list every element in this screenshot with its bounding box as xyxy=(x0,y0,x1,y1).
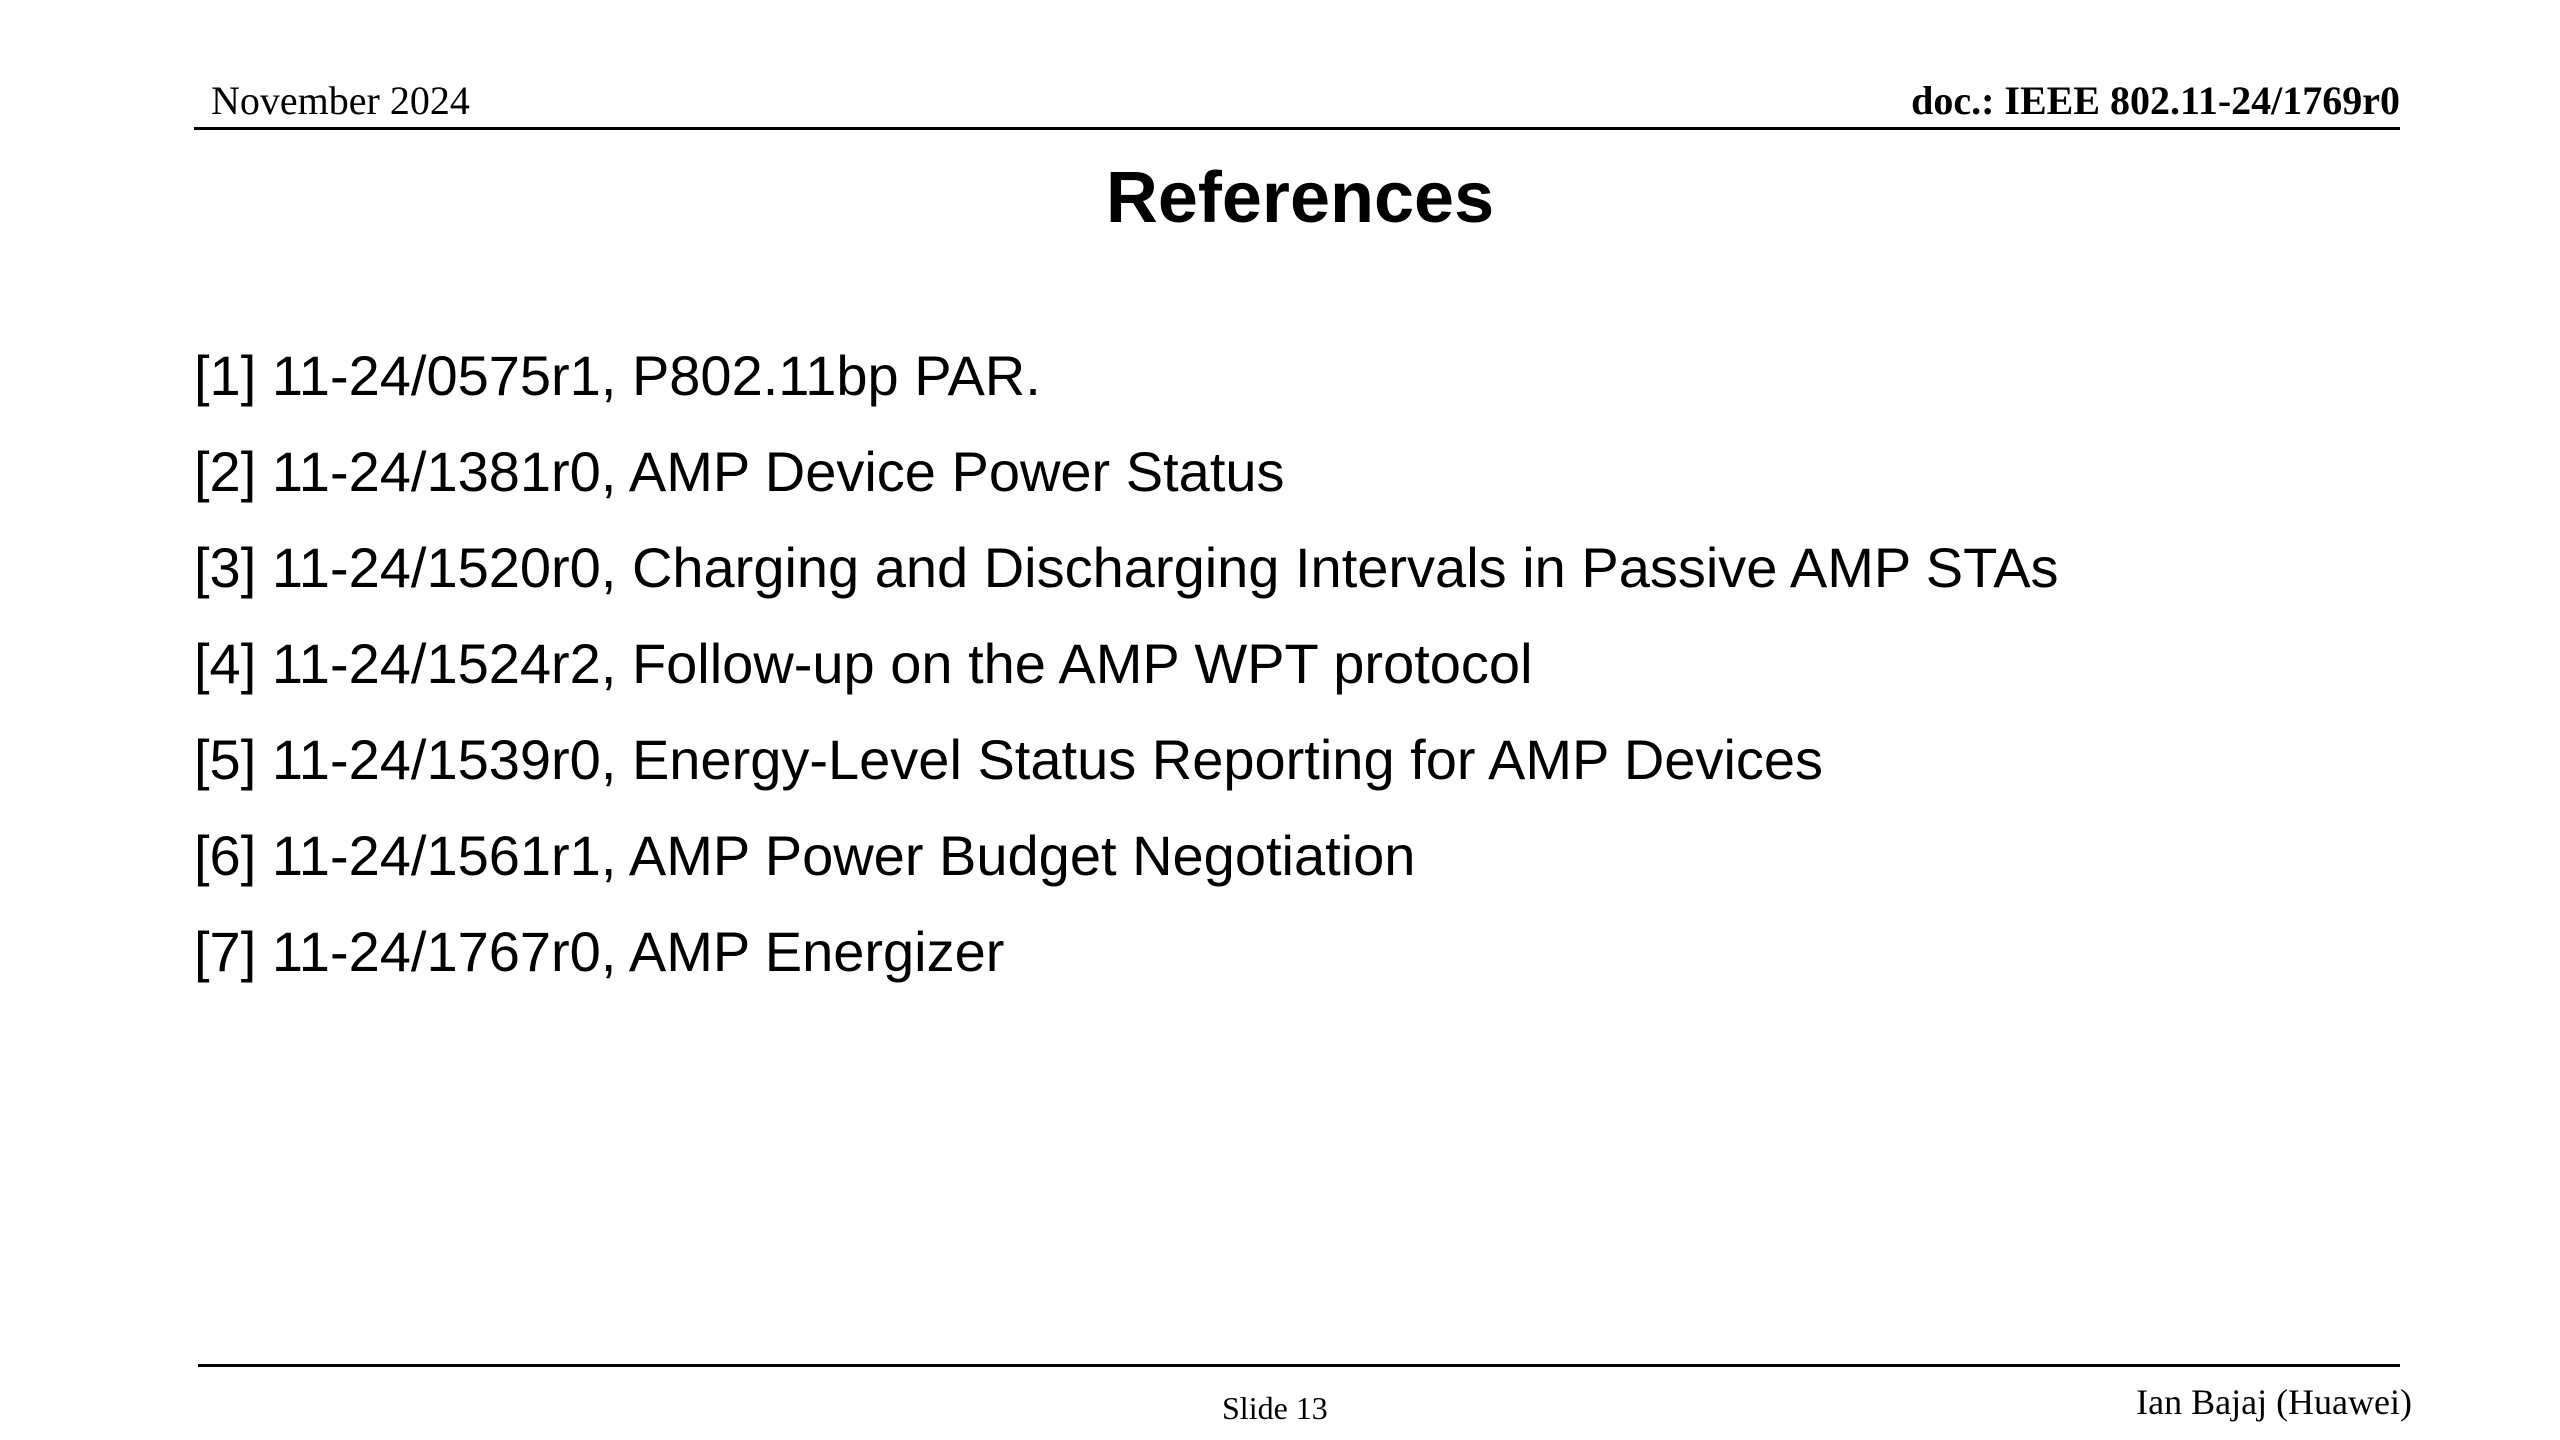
reference-item: [2] 11-24/1381r0, AMP Device Power Status xyxy=(194,440,1285,503)
reference-item: [1] 11-24/0575r1, P802.11bp PAR. xyxy=(194,344,1041,407)
references-list xyxy=(194,328,2059,1000)
header-doc-id: doc.: IEEE 802.11-24/1769r0 xyxy=(1911,78,2400,123)
reference-item: [4] 11-24/1524r2, Follow-up on the AMP WPT protocol xyxy=(194,632,1533,695)
footer-author: Ian Bajaj (Huawei) xyxy=(2136,1382,2412,1422)
reference-item: [6] 11-24/1561r1, AMP Power Budget Negotiation xyxy=(194,824,1416,887)
reference-item: [5] 11-24/1539r0, Energy-Level Status Reporting for AMP Devices xyxy=(194,728,1824,791)
footer-divider xyxy=(198,1364,2400,1367)
header-divider xyxy=(194,127,2400,130)
slide-number: Slide 13 xyxy=(1222,1390,1328,1426)
header-date: November 2024 xyxy=(211,78,470,123)
reference-item: [7] 11-24/1767r0, AMP Energizer xyxy=(194,920,1005,983)
reference-item: [3] 11-24/1520r0, Charging and Discharging Intervals in Passive AMP STAs xyxy=(194,536,2059,599)
slide-title: References xyxy=(1105,158,1495,238)
